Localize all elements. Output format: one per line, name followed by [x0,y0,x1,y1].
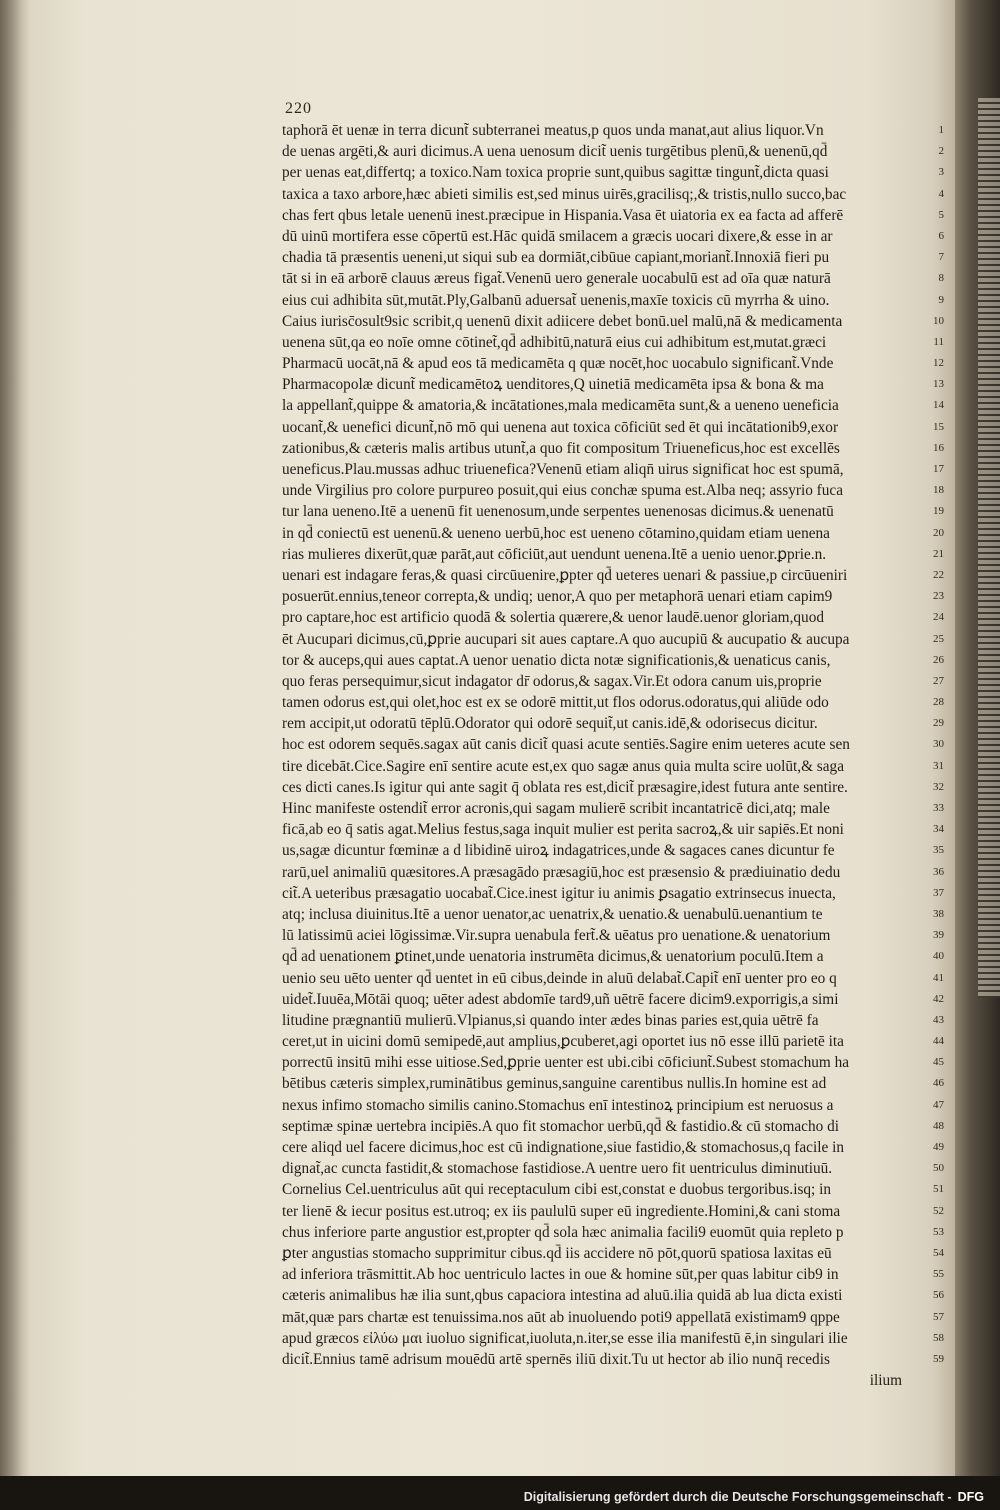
line-text: de uenas argēti,& auri dicimus.A uena uenosum dicit̃ uenis turgētibus plenū,& uenenū,qd̄ [282,143,828,161]
line-number: 53 [933,1225,944,1238]
footer-credit [524,1490,984,1504]
line-text: apud græcos εἰλύω μαι iuoluo significat,iuoluta,n.iter,se esse ilia manifestū ē,in singulari ilie [282,1329,848,1347]
text-line [282,1349,944,1370]
text-line [282,480,944,501]
line-number: 20 [933,526,944,539]
line-number: 23 [933,590,944,603]
line-number: 29 [933,717,944,730]
line-text: ceret,ut in uicini domū semipedē,aut amplius,ꝑcuberet,agi oportet ius nō esse illū parietē ita [282,1033,844,1051]
line-text: rem accipit,ut odoratū tēplū.Odorator qui odorē sequit̃,ut canis.idē,& odorisecus dicitur. [282,715,818,733]
text-line [282,1073,944,1094]
line-text: zationibus,& cæteris malis artibus utunt̃,a quo fit compositum Triueneficus,hoc est excellēs [282,439,840,457]
line-number: 4 [938,187,944,200]
text-line [282,438,944,459]
line-text: tur lana ueneno.Itē a uenenū fit uenenosum,unde serpentes uenenosas dicimus.& uenenatū [282,503,834,521]
text-line [282,798,944,819]
line-number: 52 [933,1204,944,1217]
line-number: 33 [933,802,944,814]
line-text: litudine prægnantiū mulierū.Vlpianus,si quando inter ædes binas paries est,quia uētrē fa [282,1011,819,1029]
line-text: taphorā ēt uenæ in terra dicunt̃ subterranei meatus,p quos unda manat,aut alius liquor.Vn [282,122,824,139]
line-number: 43 [933,1013,944,1026]
line-text: uocant̃,& uenefici dicunt̃,nō mō qui uenena aut toxica cōficiūt sed ēt qui incātationib9,exor [282,418,839,436]
line-number: 22 [933,568,944,581]
line-text: quo feras persequimur,sicut indagator dr̄ odorus,& sagax.Vir.Et odora canum uis,proprie [282,672,822,690]
line-text: ces dicti canes.Is igitur qui ante sagit q̄ oblata res est,dicit̃ præsagire,idest futura ante sentire. [282,778,848,796]
line-number: 31 [933,759,944,772]
line-text: chus inferiore parte angustior est,propter qd̄ sola hæc animalia facili9 euomūt quia repleto p [282,1223,844,1241]
text-line [282,162,944,183]
text-line [282,713,944,734]
text-line [282,417,944,438]
line-number: 6 [938,229,944,242]
text-line [282,374,944,395]
line-text: in qd̄ coniectū est uenenū.& ueneno uerbū,hoc est ueneno cōtamino,quidam etiam uenena [282,524,830,542]
line-text: uenari est indagare feras,& quasi circūuenire,ꝑpter qd̄ ueteres uenari & passiue,p circūueniri [282,566,848,584]
line-number: 12 [933,357,944,370]
line-text: eius cui adhibita sūt,mutāt.Ply,Galbanū aduersat̃ uenenis,maxīe toxicis cū myrrha & uino. [282,291,830,309]
line-number: 57 [933,1310,944,1323]
line-number: 48 [933,1119,944,1132]
line-text: ꝑter angustias stomacho supprimitur cibus.qd̄ iis accidere nō pōt,quorū spatiosa laxitas eū [282,1244,832,1262]
line-number: 27 [933,674,944,687]
line-number: 13 [933,378,944,391]
line-text: taxica a taxo arbore,hæc abieti similis est,sed minus uirēs,gracilisq;,& tristis,nullo succo,bac [282,185,847,203]
text-line [282,268,944,289]
line-number: 3 [938,166,944,179]
line-text: ter lienē & iecur positus est.utroq; ex iis paululū super eū ingrediente.Homini,& cani stoma [282,1202,841,1220]
line-text: Caius iurisc̄osult9sic scribit,q uenenū dixit adiicere debet bonū.uel malū,nā & medicamenta [282,312,843,330]
line-text: cere aliqd uel facere dicimus,hoc est cū indignatione,siue fastidio,& stomachosus,q facile in [282,1139,844,1156]
line-text: tor & auceps,qui aues captat.A uenor uenatio dicta notæ significationis,& uenaticus canis, [282,651,831,669]
line-text: qd̄ ad uenationem ꝑtinet,unde uenatoria instrumēta dicimus,& uenatorium poculū.Item a [282,948,824,966]
line-number: 9 [938,293,944,306]
text-line [282,141,944,162]
line-text: chas fert qbus letale uenenū inest.præcipue in Hispania.Vasa ēt uiatoria ex ea facta ad afferē [282,206,844,224]
line-text: posuerūt.ennius,teneor correpta,& undiq; uenor,A quo per metaphorā uenari etiam capim9 [282,588,833,606]
line-number: 54 [933,1246,944,1259]
text-line [282,946,944,967]
line-text: nexus infimo stomacho similis canino.Stomachus enī intestinoꝝ principium est neruosus a [282,1096,834,1114]
line-text: rarū,uel animaliū quæsitores.A præsagādo præsagiū,hoc est præsensio & prædiuinatio dedu [282,863,841,881]
line-number: 45 [933,1056,944,1069]
line-number: 21 [933,547,944,560]
line-number: 44 [933,1035,944,1048]
text-line [282,607,944,628]
line-number: 59 [933,1352,944,1365]
text-line [282,565,944,586]
text-line [282,650,944,671]
line-number: 36 [933,865,944,878]
line-text: ueneficus.Plau.mussas adhuc triuenefica?Venenū etiam aliqn̄ uirus significat hoc est spumā, [282,461,844,478]
line-number: 28 [933,696,944,709]
text-line [282,459,944,480]
digitization-credit: Digitalisierung gefördert durch die Deutsche Forschungsgemeinschaft - [523,1490,952,1504]
text-line [282,692,944,713]
text-line [282,1031,944,1052]
line-number: 42 [933,992,944,1005]
text-line [282,205,944,226]
line-number: 55 [933,1268,944,1281]
text-line [282,734,944,755]
line-text: uenio seu uēto uenter qd̄ uentet in eū cibus,deinde in aluū delabat̃.Capit̃ enī uenter pro eo q [282,969,837,987]
line-text: tire dicebāt.Cice.Sagire enī sentire acute est,ex quo sagæ anus quia multa scire uolūt,& saga [282,757,844,775]
line-number: 39 [933,929,944,942]
text-line [282,989,944,1010]
text-line [282,523,944,544]
line-text: Hinc manifeste ostendit̃ error acronis,qui sagam mulierē scribit incantatricē dici,atq; male [282,800,830,817]
line-number: 17 [933,463,944,475]
line-text: la appellant̃,quippe & amatoria,& incātationes,mala medicamēta sunt,& a ueneno ueneficia [282,397,839,415]
text-line [282,819,944,840]
text-line [282,904,944,925]
text-line [282,1116,944,1137]
line-text: māt,quæ pars chartæ est tenuissima.nos aūt ab inuoluendo poti9 appellatā existimam9 qppe [282,1308,840,1326]
text-line [282,247,944,268]
latin-text-block [282,120,944,1391]
text-line [282,1201,944,1222]
text-line [282,1222,944,1243]
line-number: 15 [933,420,944,433]
line-number: 8 [938,272,944,285]
page-stack-edge [978,98,1000,998]
line-text: atq; inclusa diuinitus.Itē a uenor uenator,ac uenatrix,& uenatio.& uenabulū.uenantium te [282,905,823,923]
text-line [282,395,944,416]
line-text: cit̃.A ueteribus præsagatio uocabat̃.Cice.inest igitur iu animis ꝑsagatio extrinsecus inuecta, [282,884,836,902]
text-line [282,586,944,607]
line-text: unde Virgilius pro colore purpureo posuit,qui eius conchæ spuma est.Alba neq; assyrio fuca [282,482,843,500]
line-text: rias mulieres dixerūt,quæ parāt,aut cōficiūt,aut uendunt uenena.Itē a uenio uenor.ꝑprie.n. [282,545,827,563]
line-text: tamen odorus est,qui olet,hoc est ex se odorē mittit,ut flos odorus.odoratus,qui aliūde odo [282,694,829,712]
line-text: uidet̃.Iuuēa,Mōtāi quoq; uēter adest abdomīe tard9,uñ uētrē facere dicim9.exporrigis,a simi [282,990,839,1008]
text-line [282,544,944,565]
line-text: hoc est odorem sequēs.sagax aūt canis dicit̃ quasi acute sentiēs.Sagire enim ueteres acute sen [282,736,850,754]
text-line [282,1307,944,1328]
text-line [282,184,944,205]
text-line [282,1010,944,1031]
text-line [282,1264,944,1285]
line-number: 16 [933,441,944,454]
line-text: Pharmacopolæ dicunt̃ medicamētoꝝ uenditores,Q uinetiā medicamēta ipsa & bona & ma [282,376,824,394]
line-number: 18 [933,484,944,497]
text-line [282,840,944,861]
line-text: Cornelius Cel.uentriculus aūt qui receptaculum cibi est,constat e duobus tergoribus.isq; in [282,1181,832,1199]
text-line [282,1158,944,1179]
text-line [282,777,944,798]
text-line [282,862,944,883]
line-number: 11 [933,335,944,348]
text-line [282,671,944,692]
line-text: ficā,ab eo q̄ satis agat.Melius festus,saga inquit mulier est perita sacroꝝ,& uir sapiēs.Et noni [282,821,844,839]
text-line [282,226,944,247]
text-line [282,968,944,989]
line-number: 46 [933,1077,944,1090]
line-number: 7 [938,251,944,264]
line-number: 35 [933,844,944,857]
text-line [282,1179,944,1200]
line-number: 37 [933,886,944,899]
line-text: per uenas eat,differtq; a toxico.Nam toxica proprie sunt,quibus sagittæ tingunt̃,dicta quasi [282,164,829,182]
line-text: chadia tā præsentis ueneni,ut siqui sub ea dormiāt,cibūue capiant,moriant̃.Innoxiā fieri pu [282,249,830,267]
line-text: Pharmacū uocāt,nā & apud eos tā medicamēta q quæ nocēt,hoc uocabulo significant̃.Vnde [282,355,834,373]
line-text: dicit̃.Ennius tamē adrisum mouēdū artē spernēs iliū dixit.Tu ut hector ab ilio nunq̄ recedis [282,1350,830,1368]
line-text: cæteris animalibus hæ ilia sunt,qbus capaciora intestina ad aluū.ilia quidā ab lua dicta existi [282,1287,843,1305]
line-text: pro captare,hoc est artificio quodā & solertia quærere,& uenor laudē.uenor gloriam,quod [282,609,825,627]
line-text: bētibus cæteris simplex,ruminātibus geminus,sanguine carentibus nullis.In homine est ad [282,1075,827,1093]
text-line [282,1243,944,1264]
text-line [282,311,944,332]
text-line [282,1095,944,1116]
text-line [282,925,944,946]
line-text: us,sagæ dicuntur fœminæ a d libidinē uiroꝝ indagatrices,unde & sagaces canes dicuntur fe [282,842,835,860]
line-number: 49 [933,1141,944,1153]
line-number: 2 [938,145,944,158]
line-text: uenena sūt,qa eo noīe omne cōtinet̃,qd̄ adhibitū,naturā eius cui adhibitum est,mutat.græci [282,333,827,351]
previous-page-edge [0,0,30,1476]
line-number: 32 [933,780,944,793]
line-text: lū latissimū aciei lōgissimæ.Vir.supra uenabula fert̃.& uēatus pro uenatione.& uenatorium [282,927,831,945]
line-text: ad inferiora trāsmittit.Ab hoc uentriculo lactes in oue & homine sūt,per quas labitur cib9 in [282,1266,839,1284]
line-number: 56 [933,1289,944,1302]
text-line [282,756,944,777]
line-text: tāt si in eā arborē clauus æreus figat̃.Venenū uero generale uocabulū est ad oīa quæ naturā [282,270,831,288]
line-number: 47 [933,1098,944,1111]
text-line [282,1328,944,1349]
page-number: 220 [285,100,312,117]
text-line [282,1285,944,1306]
line-number: 25 [933,632,944,645]
text-line [282,290,944,311]
text-line [282,1052,944,1073]
line-text: dignat̃,ac cuncta fastidit,& stomachose fastidiose.A uentre uero fit uentriculus diminutiuū. [282,1160,833,1178]
line-number: 38 [933,907,944,920]
text-line [282,120,944,141]
line-number: 5 [938,208,944,221]
line-text: dū uinū mortifera esse cōpertū est.Hāc quidā smilacem a græcis uocari dixere,& esse in ar [282,227,833,245]
line-number: 40 [933,950,944,963]
dfg-logo: DFG [957,1490,984,1504]
text-line [282,1137,944,1158]
line-number: 34 [933,823,944,836]
line-number: 26 [933,653,944,666]
line-number: 19 [933,505,944,518]
line-text: porrectū insitū mihi esse uitiose.Sed,ꝑprie uenter est ubi.cibi cōficiunt̃.Subest stomachum ha [282,1054,850,1072]
line-number: 1 [938,124,944,136]
line-number: 50 [933,1162,944,1175]
text-line [282,883,944,904]
line-number: 41 [933,971,944,984]
line-number: 51 [933,1183,944,1196]
text-line [282,501,944,522]
text-line [282,353,944,374]
line-number: 30 [933,738,944,751]
text-line [282,629,944,650]
line-number: 58 [933,1331,944,1344]
line-number: 10 [933,314,944,327]
line-text: ēt Aucupari dicimus,cū,ꝑprie aucupari sit aues captare.A quo aucupiū & aucupatio & aucupa [282,630,850,648]
line-text: septimæ spinæ uertebra incipiēs.A quo fit stomachor uerbū,qd̄ & fastidio.& cū stomacho di [282,1117,839,1135]
catchword: ilium [869,1372,902,1390]
text-line [282,332,944,353]
line-number: 24 [933,611,944,624]
line-number: 14 [933,399,944,412]
